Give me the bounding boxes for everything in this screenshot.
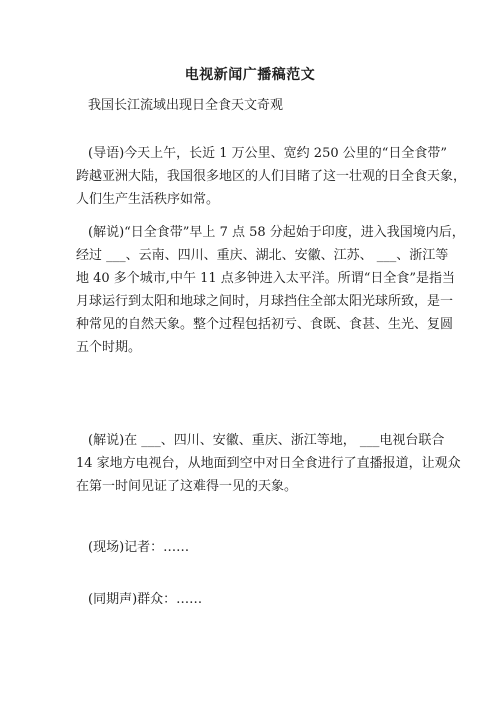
paragraph-soundbite	[76, 588, 456, 611]
paragraph-line: (现场)记者：……	[88, 540, 190, 555]
paragraph-line: (同期声)群众：……	[88, 592, 203, 607]
paragraph-scene	[76, 536, 456, 559]
paragraph-line: (解说)“日全食带”早上 7 点 58 分起始于印度，进入我国境内后，	[88, 225, 465, 240]
document-title: 电视新闻广播稿范文	[184, 67, 316, 83]
paragraph-line: 五个时期。	[76, 340, 142, 355]
paragraph-line: (解说)在 ___、四川、安徽、重庆、浙江等地， ___电视台联合	[88, 433, 445, 448]
paragraph-line: 地 40 多个城市,中午 11 点多钟进入太平洋。所谓“日全食”是指当	[76, 271, 456, 286]
paragraph-line: 14 家地方电视台，从地面到空中对日全食进行了直播报道，让观众	[76, 456, 461, 471]
paragraph-line: (导语)今天上午，长近 1 万公里、宽约 250 公里的“日全食带”	[88, 146, 448, 161]
paragraph-line: 人们生产生活秩序如常。	[76, 192, 220, 207]
paragraph-narration-1	[76, 221, 465, 359]
paragraph-narration-2	[76, 429, 461, 498]
document-subtitle: 我国长江流域出现日全食天文奇观	[88, 98, 284, 113]
paragraph-line: 种常见的自然天象。整个过程包括初亏、食既、食甚、生光、复圆	[76, 317, 454, 332]
paragraph-line: 在第一时间见证了这难得一见的天象。	[76, 479, 298, 494]
paragraph-line: 经过 ___、云南、四川、重庆、湖北、安徽、江苏、 ___、浙江等	[76, 248, 449, 263]
paragraph-line: 跨越亚洲大陆，我国很多地区的人们目睹了这一壮观的日全食天象，	[76, 169, 467, 184]
paragraph-lead	[76, 142, 467, 211]
paragraph-line: 月球运行到太阳和地球之间时，月球挡住全部太阳光球所致，是一	[76, 294, 454, 309]
